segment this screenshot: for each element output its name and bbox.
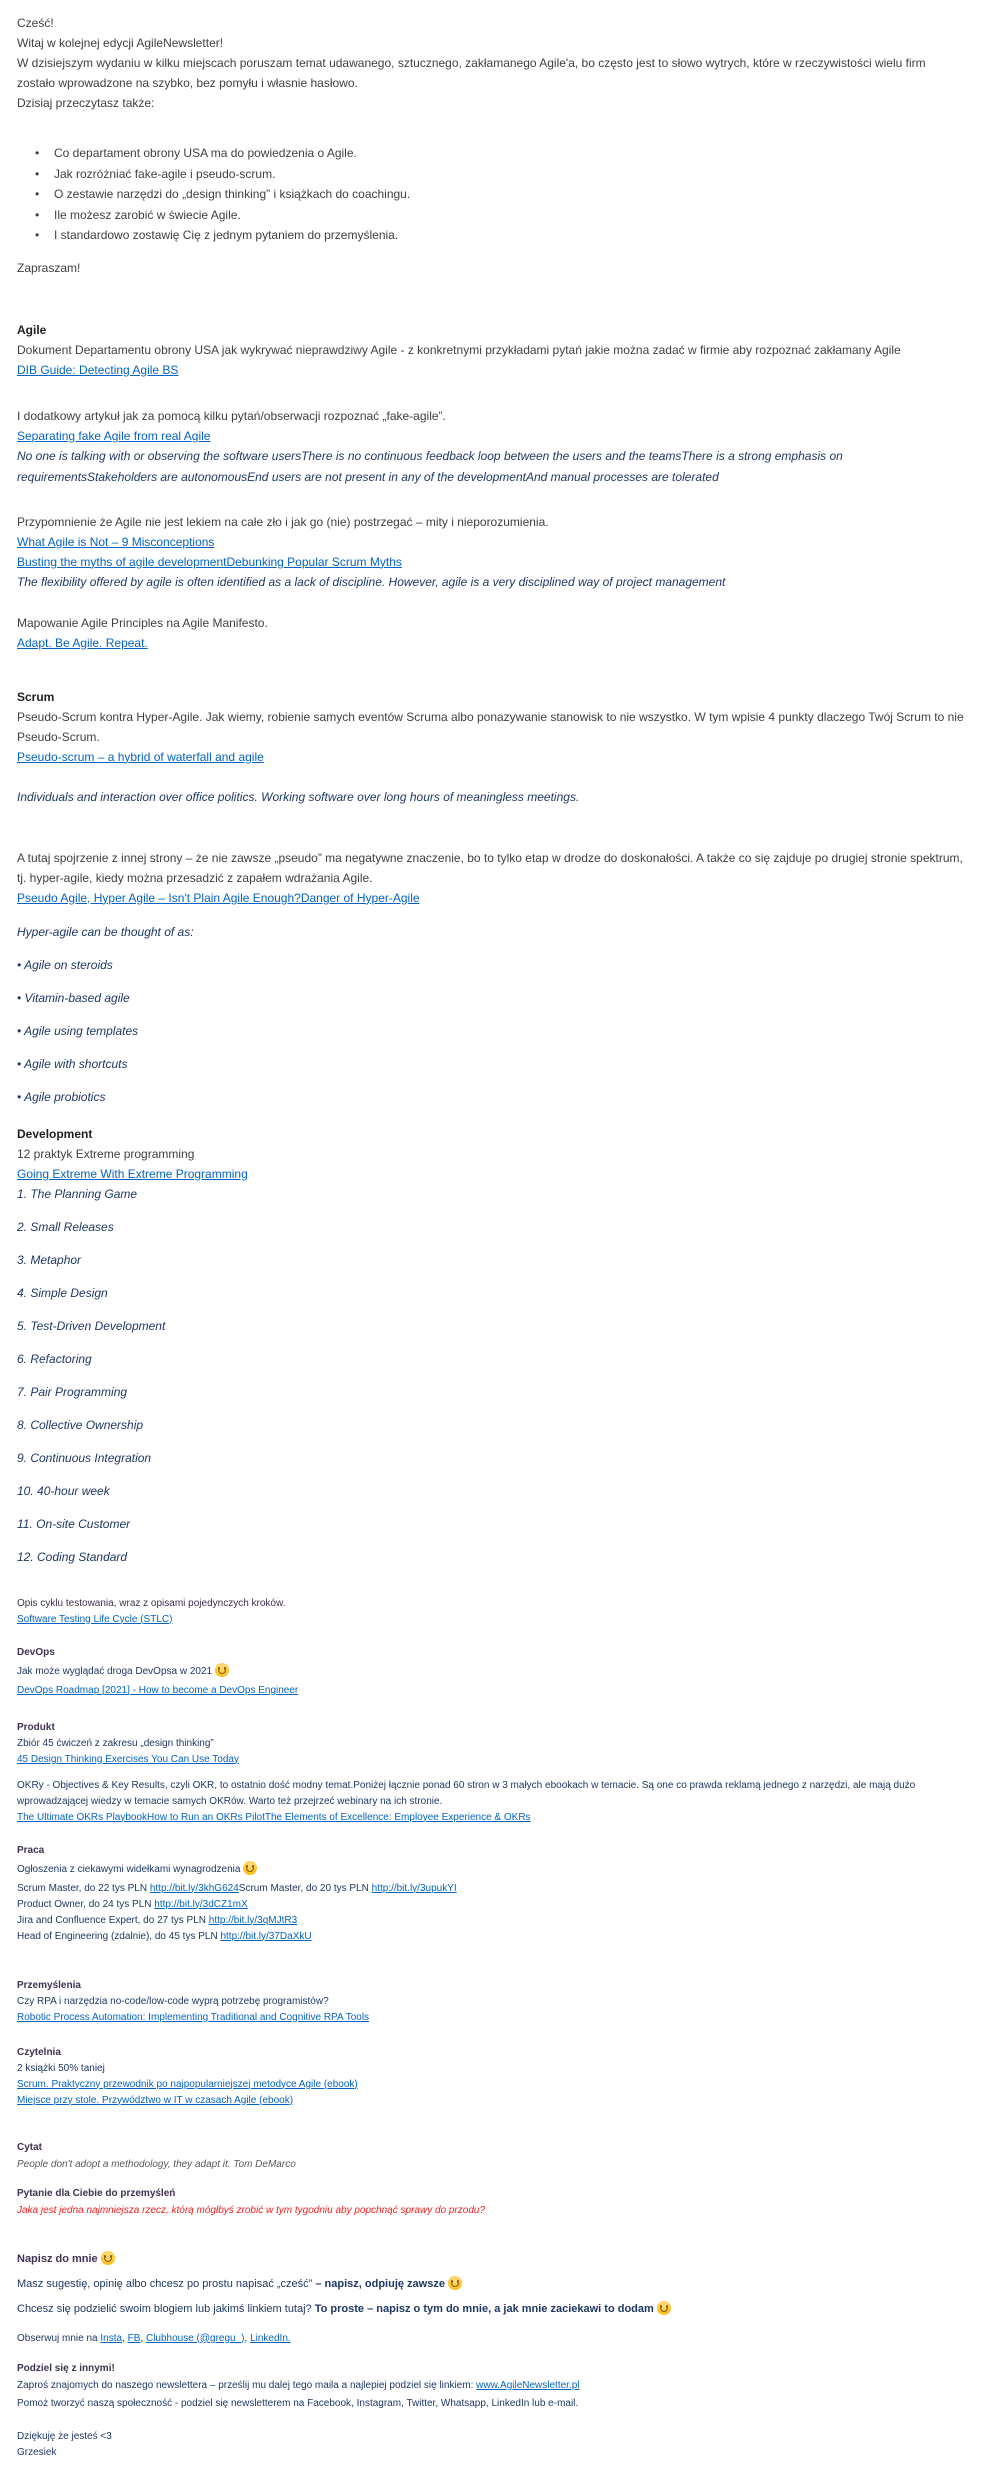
section-pytanie-heading: Pytanie dla Ciebie do przemyśleń	[17, 2187, 176, 2199]
section-podziel-heading: Podziel się z innymi!	[17, 2362, 115, 2374]
link-separating-fake-agile[interactable]: Separating fake Agile from real Agile	[17, 428, 211, 443]
agile-paragraph-2: I dodatkowy artykuł jak za pomocą kilku pytań/obserwacji rozpoznać „fake-agile”.	[17, 408, 446, 423]
agile-paragraph-1: Dokument Departamentu obrony USA jak wykrywać nieprawdziwy Agile - z konkretnymi przykładami pytań jakie można zadać w firmie aby rozpoznać zakłamany Agile	[17, 342, 901, 357]
xp-practice-item: 7. Pair Programming	[17, 1384, 128, 1399]
smiley-emoji	[243, 1861, 257, 1875]
spacer	[17, 653, 967, 687]
xp-practices-list	[17, 1184, 967, 1568]
hyper-agile-item: • Vitamin-based agile	[17, 990, 130, 1005]
agile-quote-2: The flexibility offered by agile is often identified as a lack of discipline. However, agile is a very disciplined way of project management	[17, 574, 726, 589]
smiley-emoji	[657, 2301, 671, 2315]
bullet-item: • Co departament obrony USA ma do powiedzenia o Agile.	[33, 143, 967, 164]
praca-intro: Ogłoszenia z ciekawymi widełkami wynagrodzenia	[17, 1863, 241, 1875]
section-development-heading: Development	[17, 1126, 93, 1141]
link-job-head-engineering[interactable]: http://bit.ly/37DaXkU	[220, 1930, 312, 1942]
intro-greeting: Cześć!	[17, 16, 54, 30]
section-praca-heading: Praca	[17, 1844, 45, 1856]
spacer	[17, 1628, 967, 1644]
link-busting-myths[interactable]: Busting the myths of agile developmentDebunking Popular Scrum Myths	[17, 554, 402, 569]
link-ebook-miejsce-przy-stole[interactable]: Miejsce przy stole. Przywództwo w IT w czasach Agile (ebook)	[17, 2094, 294, 2106]
development-paragraph-1: 12 praktyk Extreme programming	[17, 1146, 195, 1161]
xp-practice-item: 11. On-site Customer	[17, 1516, 131, 1531]
bullet-item: • I standardowo zostawię Cię z jednym pytaniem do przemyślenia.	[33, 225, 967, 246]
link-pseudo-scrum-hybrid[interactable]: Pseudo-scrum – a hybrid of waterfall and agile	[17, 749, 264, 764]
link-stlc[interactable]: Software Testing Life Cycle (STLC)	[17, 1613, 173, 1625]
link-job-product-owner[interactable]: http://bit.ly/3dCZ1mX	[154, 1898, 248, 1910]
czytelnia-paragraph: 2 książki 50% taniej	[17, 2062, 105, 2074]
follow-me-line: Obserwuj mnie na Insta, FB, Clubhouse (@gregu_), LinkedIn.	[17, 2332, 291, 2344]
bullet-item: • Ile możesz zarobić w świecie Agile.	[33, 205, 967, 226]
link-what-agile-is-not[interactable]: What Agile is Not – 9 Misconceptions	[17, 534, 215, 549]
section-czytelnia-heading: Czytelnia	[17, 2046, 61, 2058]
xp-practice-item: 2. Small Releases	[17, 1219, 114, 1234]
napisz-line-2: Chcesz się podzielić swoim blogiem lub jakimś linkiem tutaj? To proste – napisz o tym do mnie, a jak mnie zaciekawi to dodam	[17, 2297, 967, 2322]
xp-practice-item: 4. Simple Design	[17, 1285, 108, 1300]
share-line-1: Zaproś znajomych do naszego newslettera – prześlij mu dalej tego maila a najlepiej podziel się linkiem: www.AgileNewsletter.pl	[17, 2379, 580, 2391]
spacer	[17, 1699, 967, 1719]
section-napisz-heading: Napisz do mnie	[17, 2247, 967, 2272]
job-row: Scrum Master, do 22 tys PLN http://bit.ly/3khG624Scrum Master, do 20 tys PLN http://bit.ly/3upukYI	[17, 1882, 457, 1894]
link-facebook[interactable]: FB	[127, 2332, 141, 2344]
scrum-quote-1: Individuals and interaction over office politics. Working software over long hours of meaningless meetings.	[17, 789, 580, 804]
xp-practice-item: 5. Test-Driven Development	[17, 1318, 166, 1333]
link-agilenewsletter[interactable]: www.AgileNewsletter.pl	[476, 2379, 580, 2391]
xp-practice-item: 9. Continuous Integration	[17, 1450, 152, 1465]
invite-line: Zapraszam!	[17, 260, 81, 275]
link-devops-roadmap[interactable]: DevOps Roadmap [2021] - How to become a DevOps Engineer	[17, 1684, 299, 1696]
spacer	[17, 1580, 967, 1596]
xp-practice-item: 8. Collective Ownership	[17, 1417, 144, 1432]
xp-practice-item: 6. Refactoring	[17, 1351, 92, 1366]
scrum-paragraph-1: Pseudo-Scrum kontra Hyper-Agile. Jak wiemy, robienie samych eventów Scruma albo ponazywanie stanowisk to nie wszystko. W tym wpisie 4 punkty dlaczego Twój Scrum to nie Pseudo-Scrum.	[17, 709, 964, 744]
spacer	[17, 2322, 967, 2330]
link-job-jira-expert[interactable]: http://bit.ly/3qMJtR3	[208, 1914, 298, 1926]
agile-paragraph-3: Przypomnienie że Agile nie jest lekiem na całe zło i jak go (nie) postrzegać – mity i nieporozumienia.	[17, 514, 549, 529]
smiley-emoji	[101, 2251, 115, 2265]
share-line-2: Pomoż tworzyć naszą społeczność - podziel się newsletterem na Facebook, Instagram, Twitter, Whatsapp, LinkedIn lub e-mail.	[17, 2397, 579, 2409]
agile-quote-1: No one is talking with or observing the software usersThere is no continuous feedback loop between the users and the teamsThere is a strong emphasis on requirementsStakeholders are autonomousEnd users are not present in any of the developmentAnd manual processes are tolerated	[17, 448, 843, 484]
spacer	[17, 2109, 967, 2139]
link-clubhouse[interactable]: Clubhouse (@gregu_)	[145, 2332, 245, 2344]
hyper-agile-item: • Agile with shortcuts	[17, 1056, 128, 1071]
spacer	[17, 908, 967, 922]
hyper-agile-list	[17, 955, 967, 1108]
section-cytat-heading: Cytat	[17, 2141, 43, 2153]
link-job-scrum-master-2[interactable]: http://bit.ly/3upukYI	[371, 1882, 457, 1894]
spacer	[17, 2413, 967, 2429]
job-row: Product Owner, do 24 tys PLN http://bit.ly/3dCZ1mX	[17, 1898, 248, 1910]
quote-text: People don't adopt a methodology, they adapt it. Tom DeMarco	[17, 2158, 296, 2170]
section-scrum-heading: Scrum	[17, 689, 55, 704]
spacer	[17, 2173, 967, 2185]
link-design-thinking-exercises[interactable]: 45 Design Thinking Exercises You Can Use Today	[17, 1753, 239, 1765]
link-linkedin[interactable]: LinkedIn.	[250, 2332, 291, 2344]
intro-today-read: Dzisiaj przeczytasz także:	[17, 96, 155, 110]
devops-paragraph: Jak może wyglądać droga DevOpsa w 2021	[17, 1665, 213, 1677]
smiley-emoji	[448, 2276, 462, 2290]
hyper-agile-item: • Agile using templates	[17, 1023, 139, 1038]
link-rpa-tools[interactable]: Robotic Process Automation: Implementing Traditional and Cognitive RPA Tools	[17, 2011, 370, 2023]
xp-practice-item: 1. The Planning Game	[17, 1186, 138, 1201]
intro-bullet-list	[17, 143, 967, 246]
scrum-paragraph-2: A tutaj spojrzenie z innej strony – że nie zawsze „pseudo” ma negatywne znaczenie, bo to tylko etap w drodze do doskonałości. A także co się zajduje po drugiej stronie spektrum, tj. hyper-agile, kiedy można przesadzić z zapałem wdrażania Agile.	[17, 850, 963, 885]
spacer	[17, 1945, 967, 1977]
spacer	[17, 767, 967, 787]
link-ebook-scrum[interactable]: Scrum. Praktyczny przewodnik po najpopularniejszej metodyce Agile (ebook)	[17, 2078, 358, 2090]
section-devops-heading: DevOps	[17, 1646, 55, 1658]
thanks-line: Dziękuję że jesteś <3	[17, 2430, 112, 2442]
testing-paragraph: Opis cyklu testowania, wraz z opisami pojedynczych kroków.	[17, 1597, 286, 1609]
spacer	[17, 1768, 967, 1778]
link-okr-playbook[interactable]: The Ultimate OKRs PlaybookHow to Run an OKRs PilotThe Elements of Excellence: Employee Experience & OKRs	[17, 1811, 531, 1823]
przemyslenia-paragraph: Czy RPA i narzędzia no-code/low-code wyprą potrzebę programistów?	[17, 1995, 329, 2007]
spacer	[17, 2026, 967, 2044]
spacer	[17, 1826, 967, 1842]
section-agile-heading: Agile	[17, 322, 47, 337]
link-job-scrum-master-1[interactable]: http://bit.ly/3khG624	[149, 1882, 239, 1894]
bullet-item: • Jak rozróżniać fake-agile i pseudo-scrum.	[33, 164, 967, 185]
job-row: Jira and Confluence Expert, do 27 tys PLN http://bit.ly/3qMJtR3	[17, 1914, 298, 1926]
link-going-extreme[interactable]: Going Extreme With Extreme Programming	[17, 1166, 248, 1181]
spacer	[17, 113, 967, 143]
section-produkt-heading: Produkt	[17, 1721, 55, 1733]
hyper-agile-item: • Agile on steroids	[17, 957, 113, 972]
xp-practice-item: 3. Metaphor	[17, 1252, 82, 1267]
link-instagram[interactable]: Insta	[100, 2332, 123, 2344]
produkt-paragraph-1: Zbiór 45 ćwiczeń z zakresu „design thinking”	[17, 1737, 214, 1749]
agile-paragraph-4: Mapowanie Agile Principles na Agile Manifesto.	[17, 615, 268, 630]
smiley-emoji	[215, 1663, 229, 1677]
spacer	[17, 2219, 967, 2247]
spacer	[17, 380, 967, 406]
bullet-item: • O zestawie narzędzi do „design thinking” i książkach do coachingu.	[33, 184, 967, 205]
spacer	[17, 593, 967, 613]
job-row: Head of Engineering (zdalnie), do 45 tys PLN http://bit.ly/37DaXkU	[17, 1930, 312, 1942]
spacer	[17, 808, 967, 848]
hyper-agile-intro: Hyper-agile can be thought of as:	[17, 924, 194, 939]
spacer	[17, 2348, 967, 2360]
intro-paragraph: W dzisiejszym wydaniu w kilku miejscach poruszam temat udawanego, sztucznego, zakłamanego Agile'a, bo często jest to słowo wytrych, które w rzeczywistości wielu firm zostało wprowadzone na szybko, bez pomyłu i własnie hasłowo.	[17, 56, 926, 90]
spacer	[17, 246, 967, 258]
okr-paragraph: OKRy - Objectives & Key Results, czyli OKR, to ostatnio dość modny temat.Poniżej łącznie ponad 60 stron w 3 małych ebookach w temacie. Są one co prawda reklamą jednego z narzędzi, ale mają dużo wprowadzającej wiedzy w temacie samych OKRów. Warto też przejrzeć webinary na ich stronie.	[17, 1779, 916, 1807]
question-text: Jaka jest jedna najmniejsza rzecz, którą mógłbyś zrobić w tym tygodniu aby popchnąć sprawy do przodu?	[17, 2204, 486, 2216]
link-pseudo-hyper-agile[interactable]: Pseudo Agile, Hyper Agile – Isn't Plain Agile Enough?Danger of Hyper-Agile	[17, 890, 420, 905]
napisz-line-1: Masz sugestię, opinię albo chcesz po prostu napisać „cześć” – napisz, odpiuję zawsze	[17, 2272, 967, 2297]
xp-practice-item: 10. 40-hour week	[17, 1483, 110, 1498]
section-przemyslenia-heading: Przemyślenia	[17, 1979, 81, 1991]
signature: Grzesiek	[17, 2446, 57, 2458]
spacer	[17, 488, 967, 512]
intro-welcome: Witaj w kolejnej edycji AgileNewsletter!	[17, 36, 224, 50]
link-adapt-be-agile[interactable]: Adapt. Be Agile. Repeat.	[17, 635, 148, 650]
spacer	[17, 278, 967, 320]
link-dib-guide[interactable]: DIB Guide: Detecting Agile BS	[17, 362, 179, 377]
hyper-agile-item: • Agile probiotics	[17, 1089, 106, 1104]
xp-practice-item: 12. Coding Standard	[17, 1549, 128, 1564]
